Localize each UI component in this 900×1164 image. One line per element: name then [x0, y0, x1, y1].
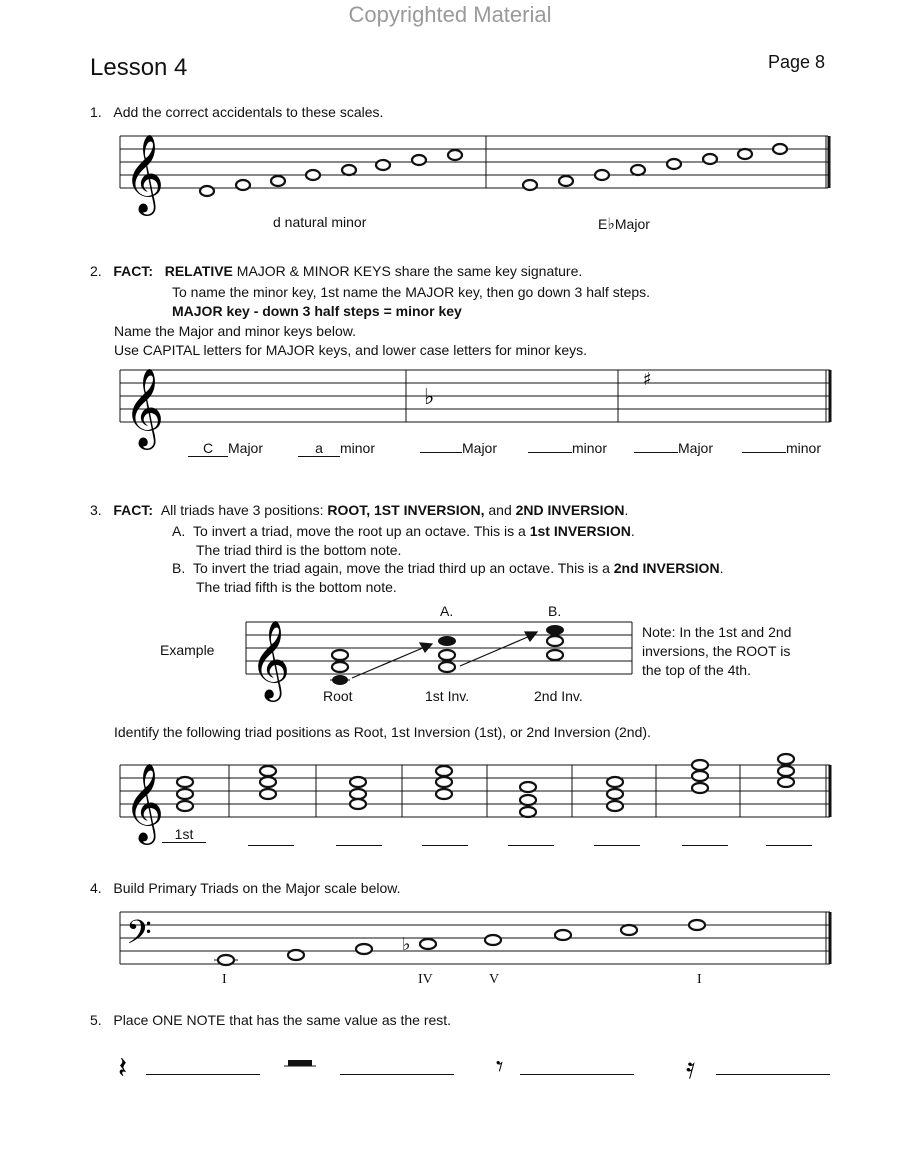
q2-line5: Use CAPITAL letters for MAJOR keys, and lower case letters for minor keys. — [114, 342, 588, 358]
example-note-3: the top of the 4th. — [642, 662, 751, 678]
identify-prompt: Identify the following triad positions as Root, 1st Inversion (1st), or 2nd Inversion (2nd). — [114, 724, 651, 740]
treble-clef-icon: 𝄞 — [250, 620, 291, 699]
numeral-v: V — [489, 972, 500, 987]
q4-prompt: 4. Build Primary Triads on the Major scale below. — [90, 880, 401, 896]
treble-clef-icon: 𝄞 — [124, 134, 165, 213]
q1-number: 1. — [90, 104, 102, 120]
q2-answer-1: C Major — [188, 440, 263, 457]
q3-line1: 3. FACT: All triads have 3 positions: ROOT, 1ST INVERSION, and 2ND INVERSION. — [90, 502, 629, 518]
q2-answer-2: a minor — [298, 440, 375, 457]
q5-answer-2[interactable] — [340, 1074, 454, 1075]
example-label-root: Root — [323, 688, 353, 704]
q2-line1: 2. FACT: RELATIVE MAJOR & MINOR KEYS share the same key signature. — [90, 263, 583, 279]
example-note-1: Note: In the 1st and 2nd — [642, 624, 792, 640]
quarter-rest-icon: 𝄽 — [118, 1051, 128, 1086]
q2-answer-6: minor — [742, 440, 821, 456]
q5-prompt: 5. Place ONE NOTE that has the same value as the rest. — [90, 1012, 452, 1028]
identify-answer-1[interactable]: 1st — [162, 826, 206, 843]
scale2-label: E♭Major — [598, 216, 650, 233]
sixteenth-rest-icon: 𝄿 — [686, 1051, 696, 1086]
q2-answer-4: minor — [528, 440, 607, 456]
q3-a-line1: A. To invert a triad, move the root up an octave. This is a 1st INVERSION. — [172, 523, 635, 539]
q3-a-line2: The triad third is the bottom note. — [196, 542, 402, 558]
bass-clef-icon: 𝄢 — [126, 914, 152, 960]
q5-answer-4[interactable] — [716, 1074, 830, 1075]
mark-a: A. — [440, 603, 454, 619]
q5-answer-1[interactable] — [146, 1074, 260, 1075]
q2-line2: To name the minor key, 1st name the MAJOR key, then go down 3 half steps. — [172, 284, 651, 300]
q5-answer-3[interactable] — [520, 1074, 634, 1075]
mark-b: B. — [548, 603, 562, 619]
q3-b-line1: B. To invert the triad again, move the triad third up an octave. This is a 2nd INVERSION. — [172, 560, 724, 576]
example-note-2: inversions, the ROOT is — [642, 643, 791, 659]
q2-line3: MAJOR key - down 3 half steps = minor key — [172, 303, 462, 319]
treble-clef-icon: 𝄞 — [124, 763, 165, 842]
flat-icon: ♭ — [402, 934, 411, 955]
numeral-iv: IV — [418, 972, 433, 987]
flat-icon: ♭ — [607, 216, 615, 233]
scale1-label: d natural minor — [273, 214, 367, 230]
numeral-i: I — [222, 972, 227, 987]
q2-answer-3: Major — [420, 440, 497, 456]
q3-b-line2: The triad fifth is the bottom note. — [196, 579, 397, 595]
treble-clef-icon: 𝄞 — [124, 368, 165, 447]
q2-answer-5: Major — [634, 440, 713, 456]
lesson-title: Lesson 4 — [90, 54, 188, 81]
q2-line4: Name the Major and minor keys below. — [114, 323, 356, 339]
example-label: Example — [160, 642, 215, 658]
page-number: Page 8 — [768, 52, 826, 72]
sharp-icon: ♯ — [643, 369, 652, 390]
half-rest-icon — [288, 1060, 312, 1066]
eighth-rest-icon: 𝄾 — [496, 1050, 504, 1083]
numeral-i-top: I — [697, 972, 702, 987]
q1-prompt: 1. Add the correct accidentals to these scales. — [90, 104, 384, 120]
example-label-1st: 1st Inv. — [425, 688, 470, 704]
watermark: Copyrighted Material — [348, 2, 552, 27]
flat-icon: ♭ — [424, 385, 435, 410]
example-label-2nd: 2nd Inv. — [534, 688, 583, 704]
